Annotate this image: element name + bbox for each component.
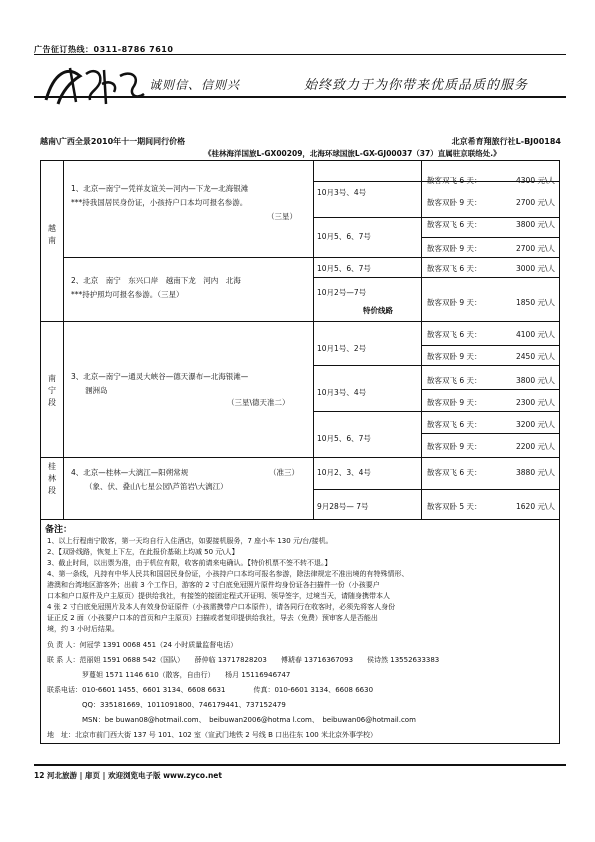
banner: [34, 56, 566, 122]
special-route-label: 特价线路: [363, 306, 393, 315]
price-row: 散客双卧 9 天： 1850 元\人: [427, 298, 555, 307]
contact-list: 联 系 人：范丽妲 1591 0688 542（国队） 薛仲临 13717828203 傅琥春 13716367093 侯诗然 13552633383: [47, 656, 440, 664]
row-divider: [421, 433, 559, 434]
region-guilin: 桂林段: [48, 462, 56, 495]
route-1-line-1: 1、北京—南宁—凭祥友谊关—河内—下龙—北海银滩: [71, 184, 249, 193]
price-row: 散客双卧 9 天： 2300 元\人: [427, 398, 555, 407]
date-cell: 10月5、6、7号: [317, 434, 371, 443]
price-row: 散客双飞 6 天： 3800 元\人: [427, 220, 555, 229]
note-line: 港澳和台湾地区游客外；出前 3 个工作日，游客的 2 寸白底免冠照片原件均身份证各扫描件一份（小孩要户: [47, 581, 380, 589]
banner-rule: [34, 96, 566, 98]
note-line: 境，约 3 小时后结果。: [47, 625, 119, 633]
date-cell: 10月2号—7号: [317, 288, 367, 297]
route-3-line-2: 涠洲岛: [85, 386, 108, 395]
route-3-line-3: （三星\德天准二）: [227, 398, 290, 407]
region-vietnam: 越南: [48, 224, 56, 245]
contact-person: 负 责 人：何冠学 1391 0068 451（24 小时质量监督电话）: [47, 641, 238, 649]
col-divider: [63, 161, 64, 519]
top-rule: [34, 54, 566, 55]
col-divider: [421, 161, 422, 519]
date-cell: 10月1号、2号: [317, 344, 367, 353]
contact-list: 罗蔓妲 1571 1146 610（散客，自由行） 杨月 15116946747: [47, 671, 291, 679]
brand-logo-icon: [40, 58, 150, 114]
route-1-line-2: ***持我国居民身份证，小孩持户口本均可报名参游。: [71, 198, 248, 207]
row-divider: [421, 345, 559, 346]
row-divider: [421, 389, 559, 390]
date-cell: 10月2、3、4号: [317, 468, 371, 477]
slogan-left: 诚则信、信则兴: [149, 78, 241, 92]
row-divider: [41, 321, 559, 322]
row-divider: [63, 257, 559, 258]
contact-qq: QQ：335181669、1011091800、746179441、737152479: [47, 701, 286, 709]
note-line: 2、【双卧线路，恢复上下左，在此报价基础上均减 50 元\人】: [47, 548, 239, 556]
route-2-line-2: ***持护照均可报名参游。（三星）: [71, 290, 184, 299]
footer-rule: [34, 764, 566, 766]
route-4-line-1: 4、北京—桂林—大漓江—阳朔常规: [71, 468, 189, 477]
notes-section: [40, 520, 560, 744]
note-line: 口本和户口原件及户主原页）提供给我社，有接签的接团定程式开证明、领导签字，过境当天，请随身携带本人: [47, 592, 390, 600]
page-footer: 12 河北旅游 | 扉页 | 欢迎浏览电子版 www.zyco.net: [34, 771, 222, 780]
price-row: 散客双卧 9 天： 2700 元\人: [427, 244, 555, 253]
price-row: 散客双飞 6 天： 3800 元\人: [427, 376, 555, 385]
note-line: 3、截止时间，以出票为准，由于机位有限，收客前请来电确认。【特价机票不签不转不退。】: [47, 559, 332, 567]
row-divider: [313, 277, 559, 278]
row-divider: [313, 411, 559, 412]
price-list-title: 越南\广西全景2010年十一期间同行价格: [40, 137, 186, 146]
note-line: 4 张 2 寸白底免冠照片及本人有效身份证原件（小孩需携带户口本原件），请各同行在收客时，必须先将客人身份: [47, 603, 396, 611]
price-row: 散客双卧 9 天： 2200 元\人: [427, 442, 555, 451]
note-line: 证正反 2 面（小孩要户口本的首页和户主原页）扫描或者复印提供给我社，导去（免费）预审客人是否能出: [47, 614, 378, 622]
date-cell: 9月28号— 7号: [317, 502, 369, 511]
col-divider: [313, 161, 314, 519]
date-cell: 10月3号、4号: [317, 388, 367, 397]
route-2-line-1: 2、北京 南宁 东兴口岸 越南下龙 河内 北海: [71, 276, 241, 285]
date-cell: 10月5、6、7号: [317, 264, 371, 273]
row-divider: [313, 217, 559, 218]
route-4-tag: （准三）: [269, 468, 299, 477]
agency-affiliation: 《桂林海洋国旅L-GX00209，北海环球国旅L-GX-GJ00037（37）直属驻京联络处.》: [204, 149, 501, 158]
price-row: 散客双卧 9 天： 2450 元\人: [427, 352, 555, 361]
slogan-right: 始终致力于为你带来优质品质的服务: [304, 78, 529, 93]
price-row: 散客双飞 6 天： 3000 元\人: [427, 264, 555, 273]
route-3-line-1: 3、北京—南宁—通灵大峡谷—德天瀑布—北海银滩—: [71, 372, 249, 381]
row-divider: [421, 237, 559, 238]
price-row: 散客双飞 6 天： 4300 元\人: [427, 176, 555, 185]
price-row: 散客双飞 6 天： 3200 元\人: [427, 420, 555, 429]
note-line: 1、以上行程南宁散客，第一天均自行入住酒店，如要接机服务，7 座小车 130 元/台/接机。: [47, 537, 333, 545]
price-row: 散客双飞 6 天： 4100 元\人: [427, 330, 555, 339]
contact-phone: 联系电话：010-6601 1455、6601 3134、6608 6631 传真：010-6601 3134、6608 6630: [47, 686, 374, 694]
price-row: 散客双飞 6 天： 3880 元\人: [427, 468, 555, 477]
note-line: 4、第一条线，凡持有中华人民共和国居民身份证，小孩持户口本均可报名参游，除法律规定不准出境的有特殊情形、: [47, 570, 409, 578]
date-cell: 10月5、6、7号: [317, 232, 371, 241]
row-divider: [41, 457, 559, 458]
region-nanning: 南宁段: [48, 374, 56, 407]
ad-hotline: 广告征订热线：0311-8786 7610: [34, 45, 174, 54]
contact-address: 地 址：北京市前门西大街 137 号 101、102 室（宣武门地铁 2 号线 B 口出往东 100 米北京外事学校）: [47, 731, 377, 739]
price-row: 散客双卧 5 天： 1620 元\人: [427, 502, 555, 511]
price-row: 散客双卧 9 天： 2700 元\人: [427, 198, 555, 207]
row-divider: [313, 489, 559, 490]
notes-title: 备注：: [45, 525, 73, 535]
date-cell: 10月3号、4号: [317, 188, 367, 197]
agency-license: 北京希育翔旅行社L-BJ00184: [451, 137, 561, 146]
route-1-line-3: （三星）: [267, 212, 297, 221]
route-4-line-2: （象、伏、叠山\七星公园\芦笛岩\大漓江）: [85, 482, 228, 491]
price-table: [40, 160, 560, 520]
row-divider: [313, 365, 559, 366]
contact-msn: MSN：be buwan08@hotmail.com、 beibuwan2006@hotma l.com、 beibuwan06@hotmail.com: [47, 716, 416, 724]
